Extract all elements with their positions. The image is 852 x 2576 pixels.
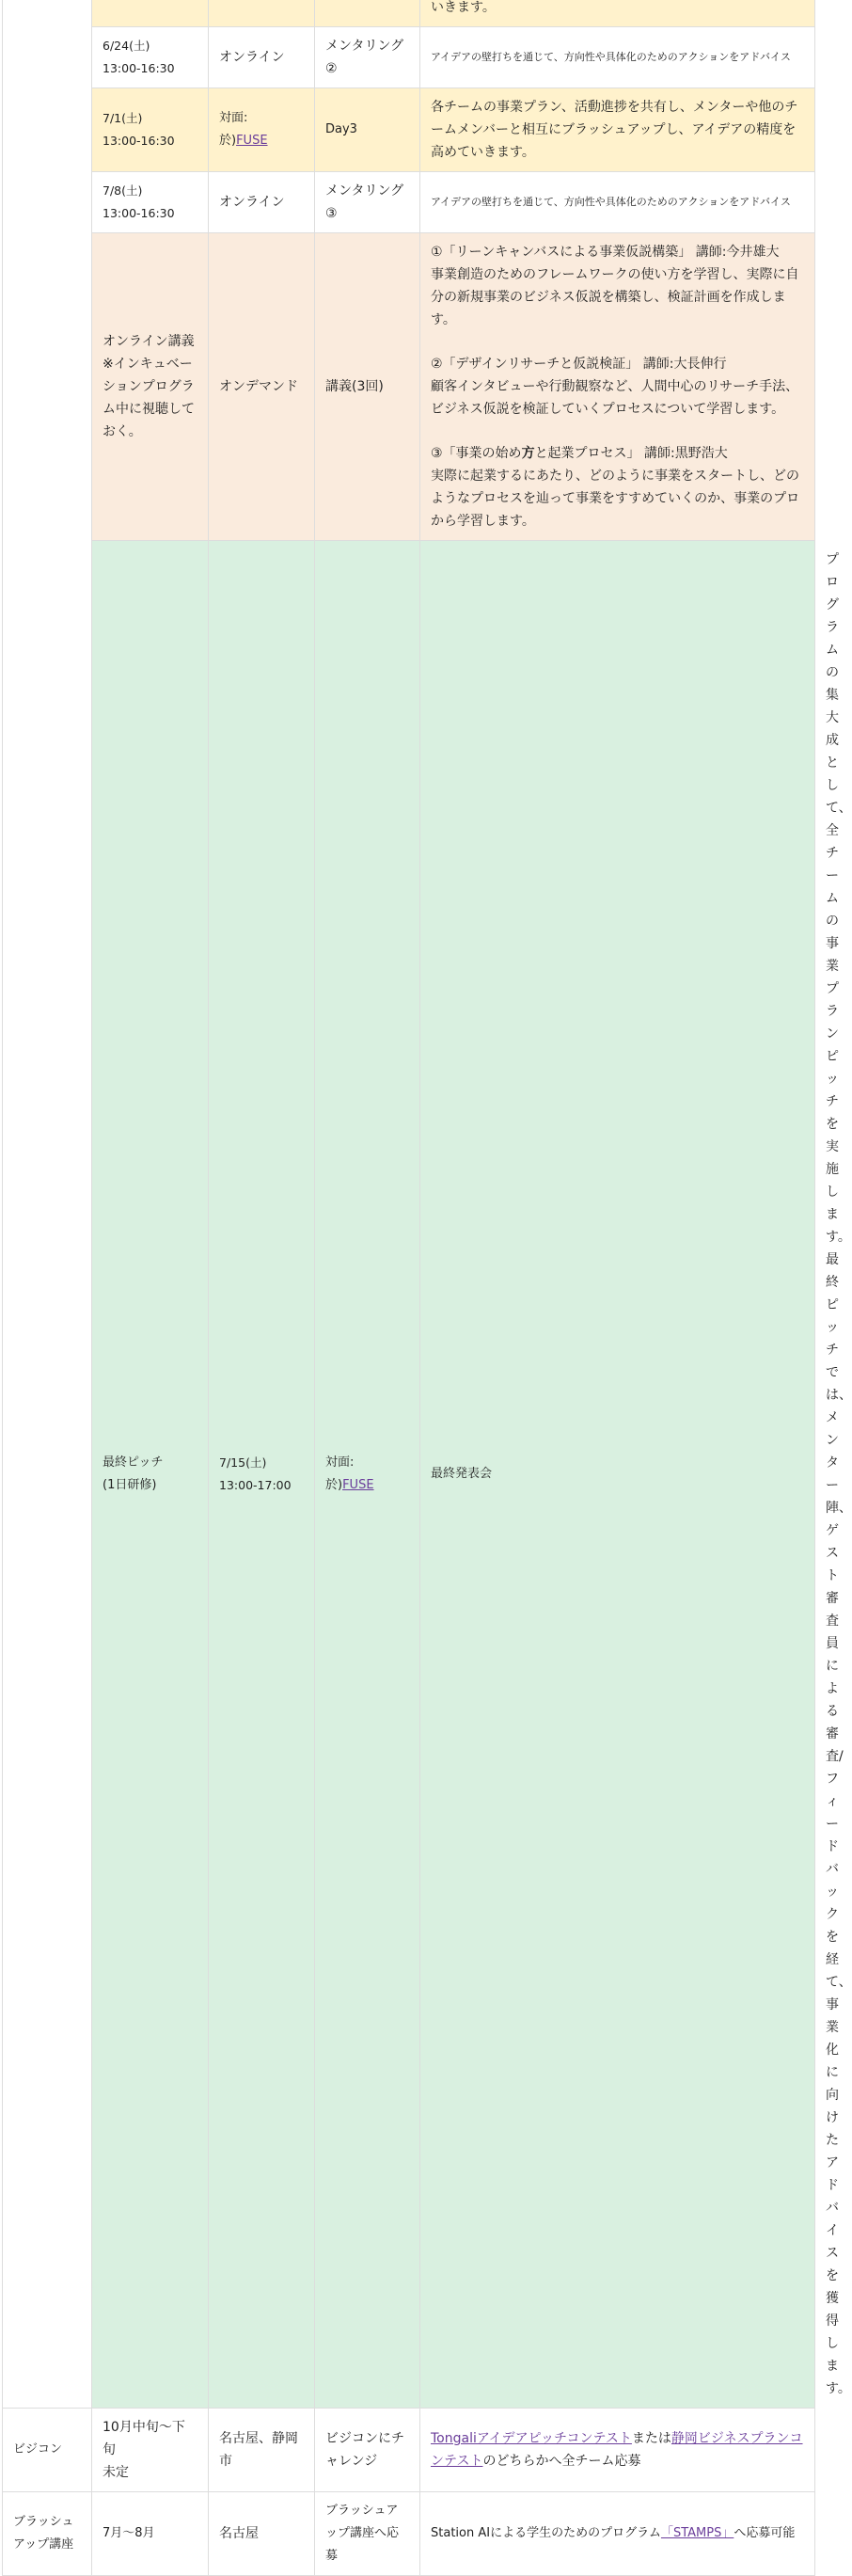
desc-cell: Tongaliアイデアピッチコンテストまたは静岡ビジネスプランコンテストのどちらかへ全チーム応募 <box>420 2409 815 2492</box>
format-cell: 対面: 於)FUSE <box>209 88 315 172</box>
stage-cell: ブラッシュアップ講座 <box>3 2492 92 2576</box>
schedule-table <box>2 0 852 2576</box>
date-cell: 7/15(土) 13:00-17:00 <box>209 541 315 2409</box>
lecture-2-body: 顧客インタビューや行動観察など、人間中心のリサーチ手法、ビジネス仮説を検証していくプロセスについて学習します。 <box>431 379 799 417</box>
content-cell: メンタリング③ <box>315 172 420 233</box>
content-cell: ビジコンにチャレンジ <box>315 2409 420 2492</box>
table-row <box>3 2409 815 2492</box>
desc-cell: 各チームの事業プラン、活動進捗を共有し、メンターや他のチームメンバーと相互にブラッシュアップし、アイデアの精度を高めていきます。 <box>420 88 815 172</box>
table-row <box>3 88 815 172</box>
format-cell: オンライン <box>209 172 315 233</box>
stage-cell: 最終ピッチ (1日研修) <box>92 541 209 2409</box>
table-row <box>3 27 815 88</box>
table-row <box>3 2492 815 2576</box>
table-row <box>3 0 815 27</box>
date-cell: 10月中旬～下旬 未定 <box>92 2409 209 2492</box>
lecture-3-title: ③「事業の始め方と起業プロセス」 講師:黒野浩大 <box>431 446 728 461</box>
lectures-cell <box>420 233 815 541</box>
content-cell: 最終発表会 <box>420 541 815 2409</box>
lecture-2-title: ②「デザインリサーチと仮説検証」 講師:大長伸行 <box>431 357 727 372</box>
lecture-1-body: 事業創造のためのフレームワークの使い方を学習し、実際に自分の新規事業のビジネス仮説を構築し、検証計画を作成します。 <box>431 267 799 327</box>
content-cell: 講義(3回) <box>315 233 420 541</box>
date-cell: 7月～8月 <box>92 2492 209 2576</box>
desc-cell: いきます。 <box>420 0 815 27</box>
table-row <box>3 233 815 541</box>
format-cell: オンデマンド <box>209 233 315 541</box>
desc-cell: アイデアの壁打ちを通じて、方向性や具体化のためのアクションをアドバイス <box>420 172 815 233</box>
lecture-1-title: ①「リーンキャンバスによる事業仮説構築」 講師:今井雄大 <box>431 245 780 260</box>
tongali-contest-link[interactable]: Tongaliアイデアピッチコンテスト <box>431 2431 632 2446</box>
content-cell: Day3 <box>315 88 420 172</box>
stamps-link[interactable]: 「STAMPS」 <box>660 2526 734 2540</box>
date-cell: 7/8(土) 13:00-16:30 <box>92 172 209 233</box>
date-cell: オンライン講義※インキュベーションプログラム中に視聴しておく。 <box>92 233 209 541</box>
stage-cell-incubation <box>3 0 92 2409</box>
date-cell: 7/1(土) 13:00-16:30 <box>92 88 209 172</box>
fuse-link[interactable]: FUSE <box>236 134 268 148</box>
table-row: 最終ピッチ (1日研修) 7/15(土) 13:00-17:00 対面: 於)FUSE 最終発表会 プログラムの集大成として、全チームの事業プランピッチを実施します。 最終ピッチでは、メンター陣、ゲスト審査員による審査/フィードバックを経て、事業化に向けたアドバイスを獲得します。 <box>3 541 815 2409</box>
content-cell: ブラッシュアップ講座へ応募 <box>315 2492 420 2576</box>
desc-cell: Station AIによる学生のためのプログラム「STAMPS」へ応募可能 <box>420 2492 815 2576</box>
fuse-link[interactable]: FUSE <box>342 1478 374 1492</box>
shizuoka-contest-link[interactable]: 静岡ビジネスプランコンテスト <box>431 2431 803 2469</box>
desc-cell: アイデアの壁打ちを通じて、方向性や具体化のためのアクションをアドバイス <box>420 27 815 88</box>
stage-cell: ビジコン <box>3 2409 92 2492</box>
format-cell: 名古屋、静岡市 <box>209 2409 315 2492</box>
lecture-3-body: 実際に起業するにあたり、どのように事業をスタートし、どのようなプロセスを辿って事業をすすめていくのか、事業のプロから学習します。 <box>431 469 800 529</box>
date-cell: 6/24(土) 13:00-16:30 <box>92 27 209 88</box>
table-row <box>3 172 815 233</box>
format-cell: オンライン <box>209 27 315 88</box>
content-cell: メンタリング② <box>315 27 420 88</box>
format-cell: 名古屋 <box>209 2492 315 2576</box>
format-cell: 対面: 於)FUSE <box>315 541 420 2409</box>
